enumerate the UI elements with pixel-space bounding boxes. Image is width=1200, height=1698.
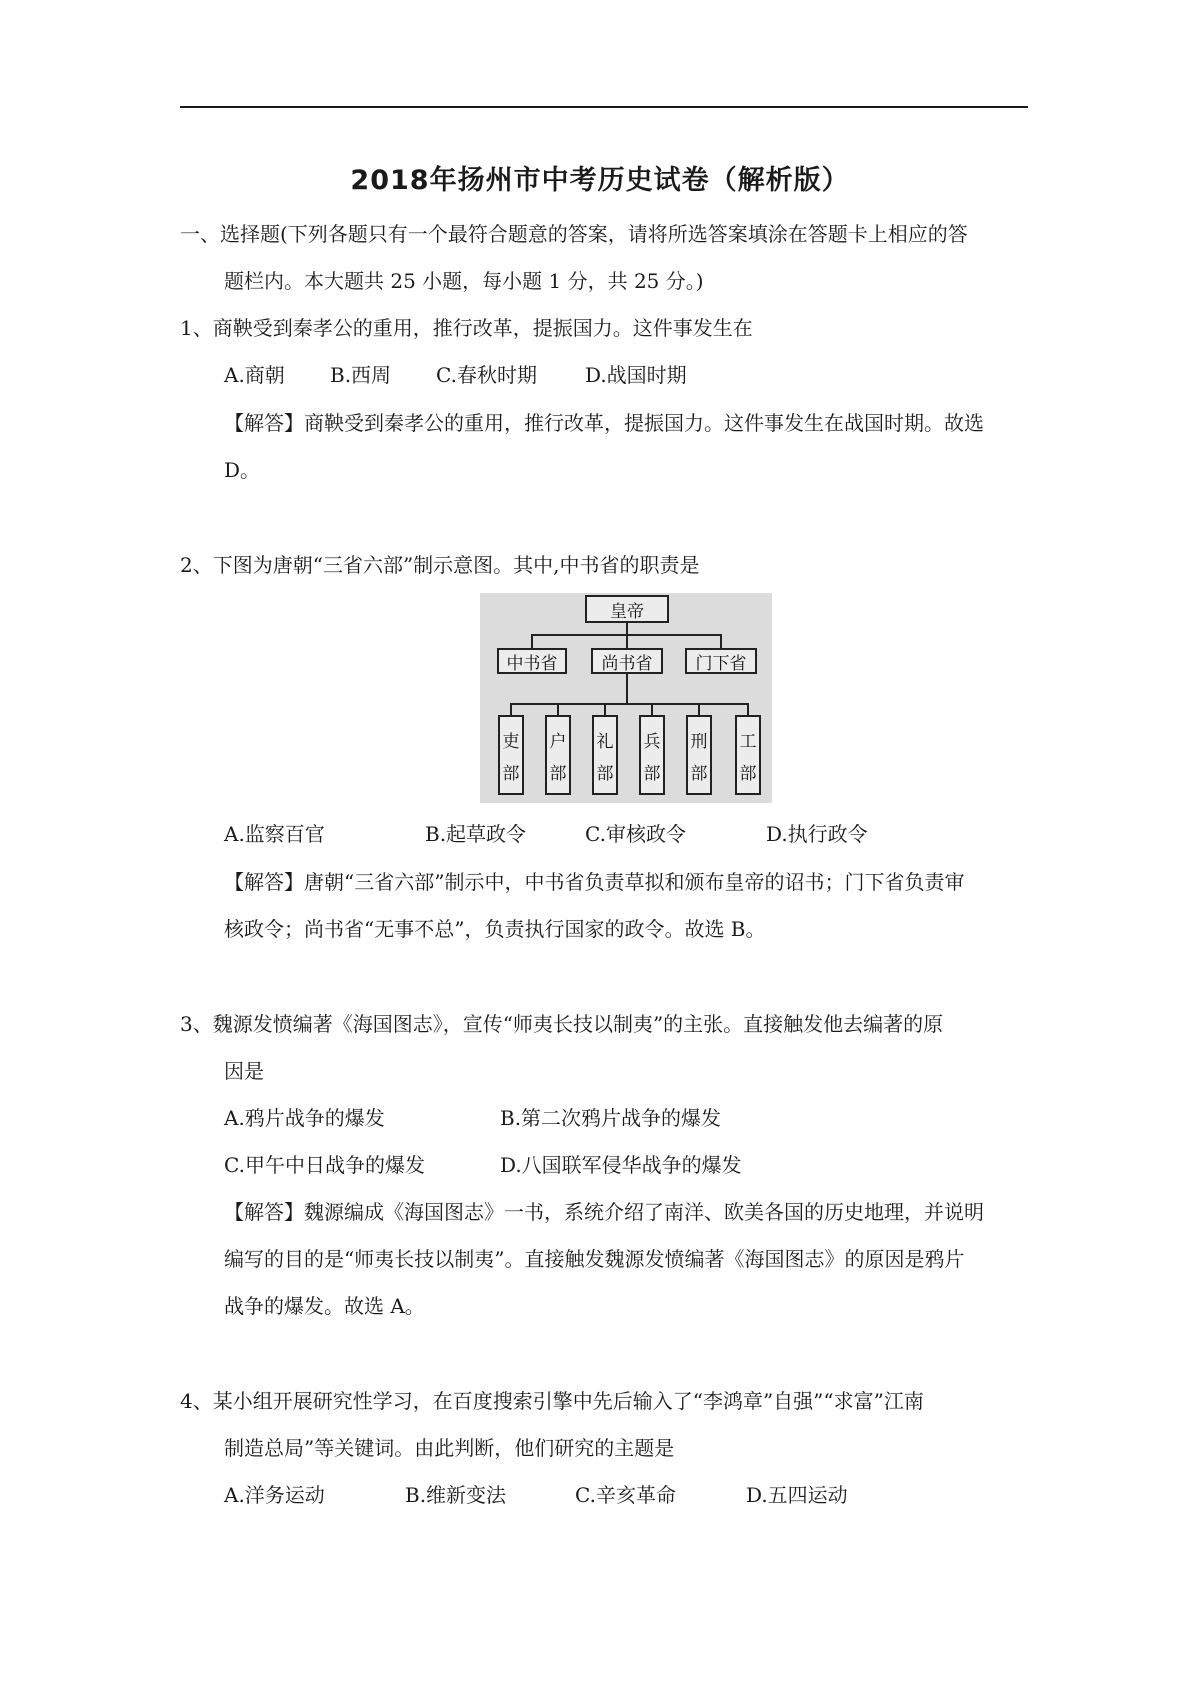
chart-ministry-char: 兵 <box>643 731 661 752</box>
chart-ministry-char: 工 <box>739 731 757 752</box>
chart-ministry-gong <box>735 715 761 795</box>
q1-option-c: C.春秋时期 <box>436 363 537 387</box>
q2-option-c: C.审核政令 <box>585 822 686 846</box>
section-header-line1: 一、选择题(下列各题只有一个最符合题意的答案，请将所选答案填涂在答题卡上相应的答 <box>180 222 968 246</box>
q3-stem-line2: 因是 <box>224 1059 264 1083</box>
chart-province-menxia: 门下省 <box>685 648 757 674</box>
q3-answer-line3: 战争的爆发。故选 A。 <box>224 1294 425 1318</box>
q1-stem: 1、商鞅受到秦孝公的重用，推行改革，提振国力。这件事发生在 <box>180 316 753 340</box>
page-title: 2018年扬州市中考历史试卷（解析版） <box>350 165 850 196</box>
chart-ministry-char: 户 <box>549 731 567 752</box>
chart-connector <box>651 703 653 715</box>
q1-option-b: B.西周 <box>330 363 392 387</box>
chart-connector <box>720 634 722 648</box>
q3-option-a: A.鸦片战争的爆发 <box>224 1106 385 1130</box>
q3-option-c: C.甲午中日战争的爆发 <box>224 1153 425 1177</box>
chart-connector <box>626 674 628 704</box>
chart-connector <box>510 703 512 715</box>
three-departments-six-ministries-chart <box>480 593 772 803</box>
q3-option-d: D.八国联军侵华战争的爆发 <box>500 1153 742 1177</box>
q1-answer-line2: D。 <box>224 458 261 482</box>
chart-connector <box>557 703 559 715</box>
q3-answer-line2: 编写的目的是“师夷长技以制夷”。直接触发魏源发愤编著《海国图志》的原因是鸦片 <box>224 1247 965 1271</box>
chart-ministry-char: 部 <box>643 763 661 784</box>
chart-ministry-char: 部 <box>690 763 708 784</box>
chart-emperor-box: 皇帝 <box>585 595 669 623</box>
chart-province-shangshu: 尚书省 <box>591 648 663 674</box>
q4-option-d: D.五四运动 <box>746 1483 848 1507</box>
q4-stem-line1: 4、某小组开展研究性学习，在百度搜索引擎中先后输入了“李鸿章”自强”“求富”江南 <box>180 1389 924 1413</box>
header-rule <box>180 106 1028 108</box>
q4-option-a: A.洋务运动 <box>224 1483 325 1507</box>
section-header-line2: 题栏内。本大题共 25 小题，每小题 1 分，共 25 分。) <box>224 269 704 293</box>
chart-ministry-hu <box>545 715 571 795</box>
q2-answer-line1: 【解答】唐朝“三省六部”制示中，中书省负责草拟和颁布皇帝的诏书；门下省负责审 <box>224 870 965 894</box>
chart-connector <box>604 703 606 715</box>
chart-ministry-char: 吏 <box>502 731 520 752</box>
q4-option-c: C.辛亥革命 <box>575 1483 676 1507</box>
chart-ministry-bing <box>639 715 665 795</box>
q2-option-a: A.监察百官 <box>224 822 325 846</box>
chart-ministry-char: 部 <box>739 763 757 784</box>
q3-answer-line1: 【解答】魏源编成《海国图志》一书，系统介绍了南洋、欧美各国的历史地理，并说明 <box>224 1200 984 1224</box>
q3-option-b: B.第二次鸦片战争的爆发 <box>500 1106 722 1130</box>
chart-ministry-li-personnel <box>498 715 524 795</box>
chart-ministry-xing <box>686 715 712 795</box>
chart-province-zhongshu: 中书省 <box>497 648 567 674</box>
q4-option-b: B.维新变法 <box>405 1483 507 1507</box>
chart-connector <box>510 703 748 705</box>
q2-answer-line2: 核政令；尚书省“无事不总”，负责执行国家的政令。故选 B。 <box>224 917 766 941</box>
chart-connector <box>626 634 628 648</box>
chart-ministry-char: 部 <box>549 763 567 784</box>
q2-option-b: B.起草政令 <box>425 822 527 846</box>
q1-answer-line1: 【解答】商鞅受到秦孝公的重用，推行改革，提振国力。这件事发生在战国时期。故选 <box>224 411 984 435</box>
q2-option-d: D.执行政令 <box>766 822 868 846</box>
chart-connector <box>531 634 533 648</box>
chart-ministry-char: 部 <box>596 763 614 784</box>
q1-option-a: A.商朝 <box>224 363 285 387</box>
chart-ministry-li-rites <box>592 715 618 795</box>
chart-connector <box>698 703 700 715</box>
q2-stem: 2、下图为唐朝“三省六部”制示意图。其中,中书省的职责是 <box>180 553 700 577</box>
chart-connector <box>747 703 749 715</box>
chart-ministry-char: 部 <box>502 763 520 784</box>
q4-stem-line2: 制造总局”等关键词。由此判断，他们研究的主题是 <box>224 1436 675 1460</box>
chart-ministry-char: 刑 <box>690 731 708 752</box>
chart-ministry-char: 礼 <box>596 731 614 752</box>
q1-option-d: D.战国时期 <box>585 363 687 387</box>
q3-stem-line1: 3、魏源发愤编著《海国图志》，宣传“师夷长技以制夷”的主张。直接触发他去编著的原 <box>180 1012 944 1036</box>
